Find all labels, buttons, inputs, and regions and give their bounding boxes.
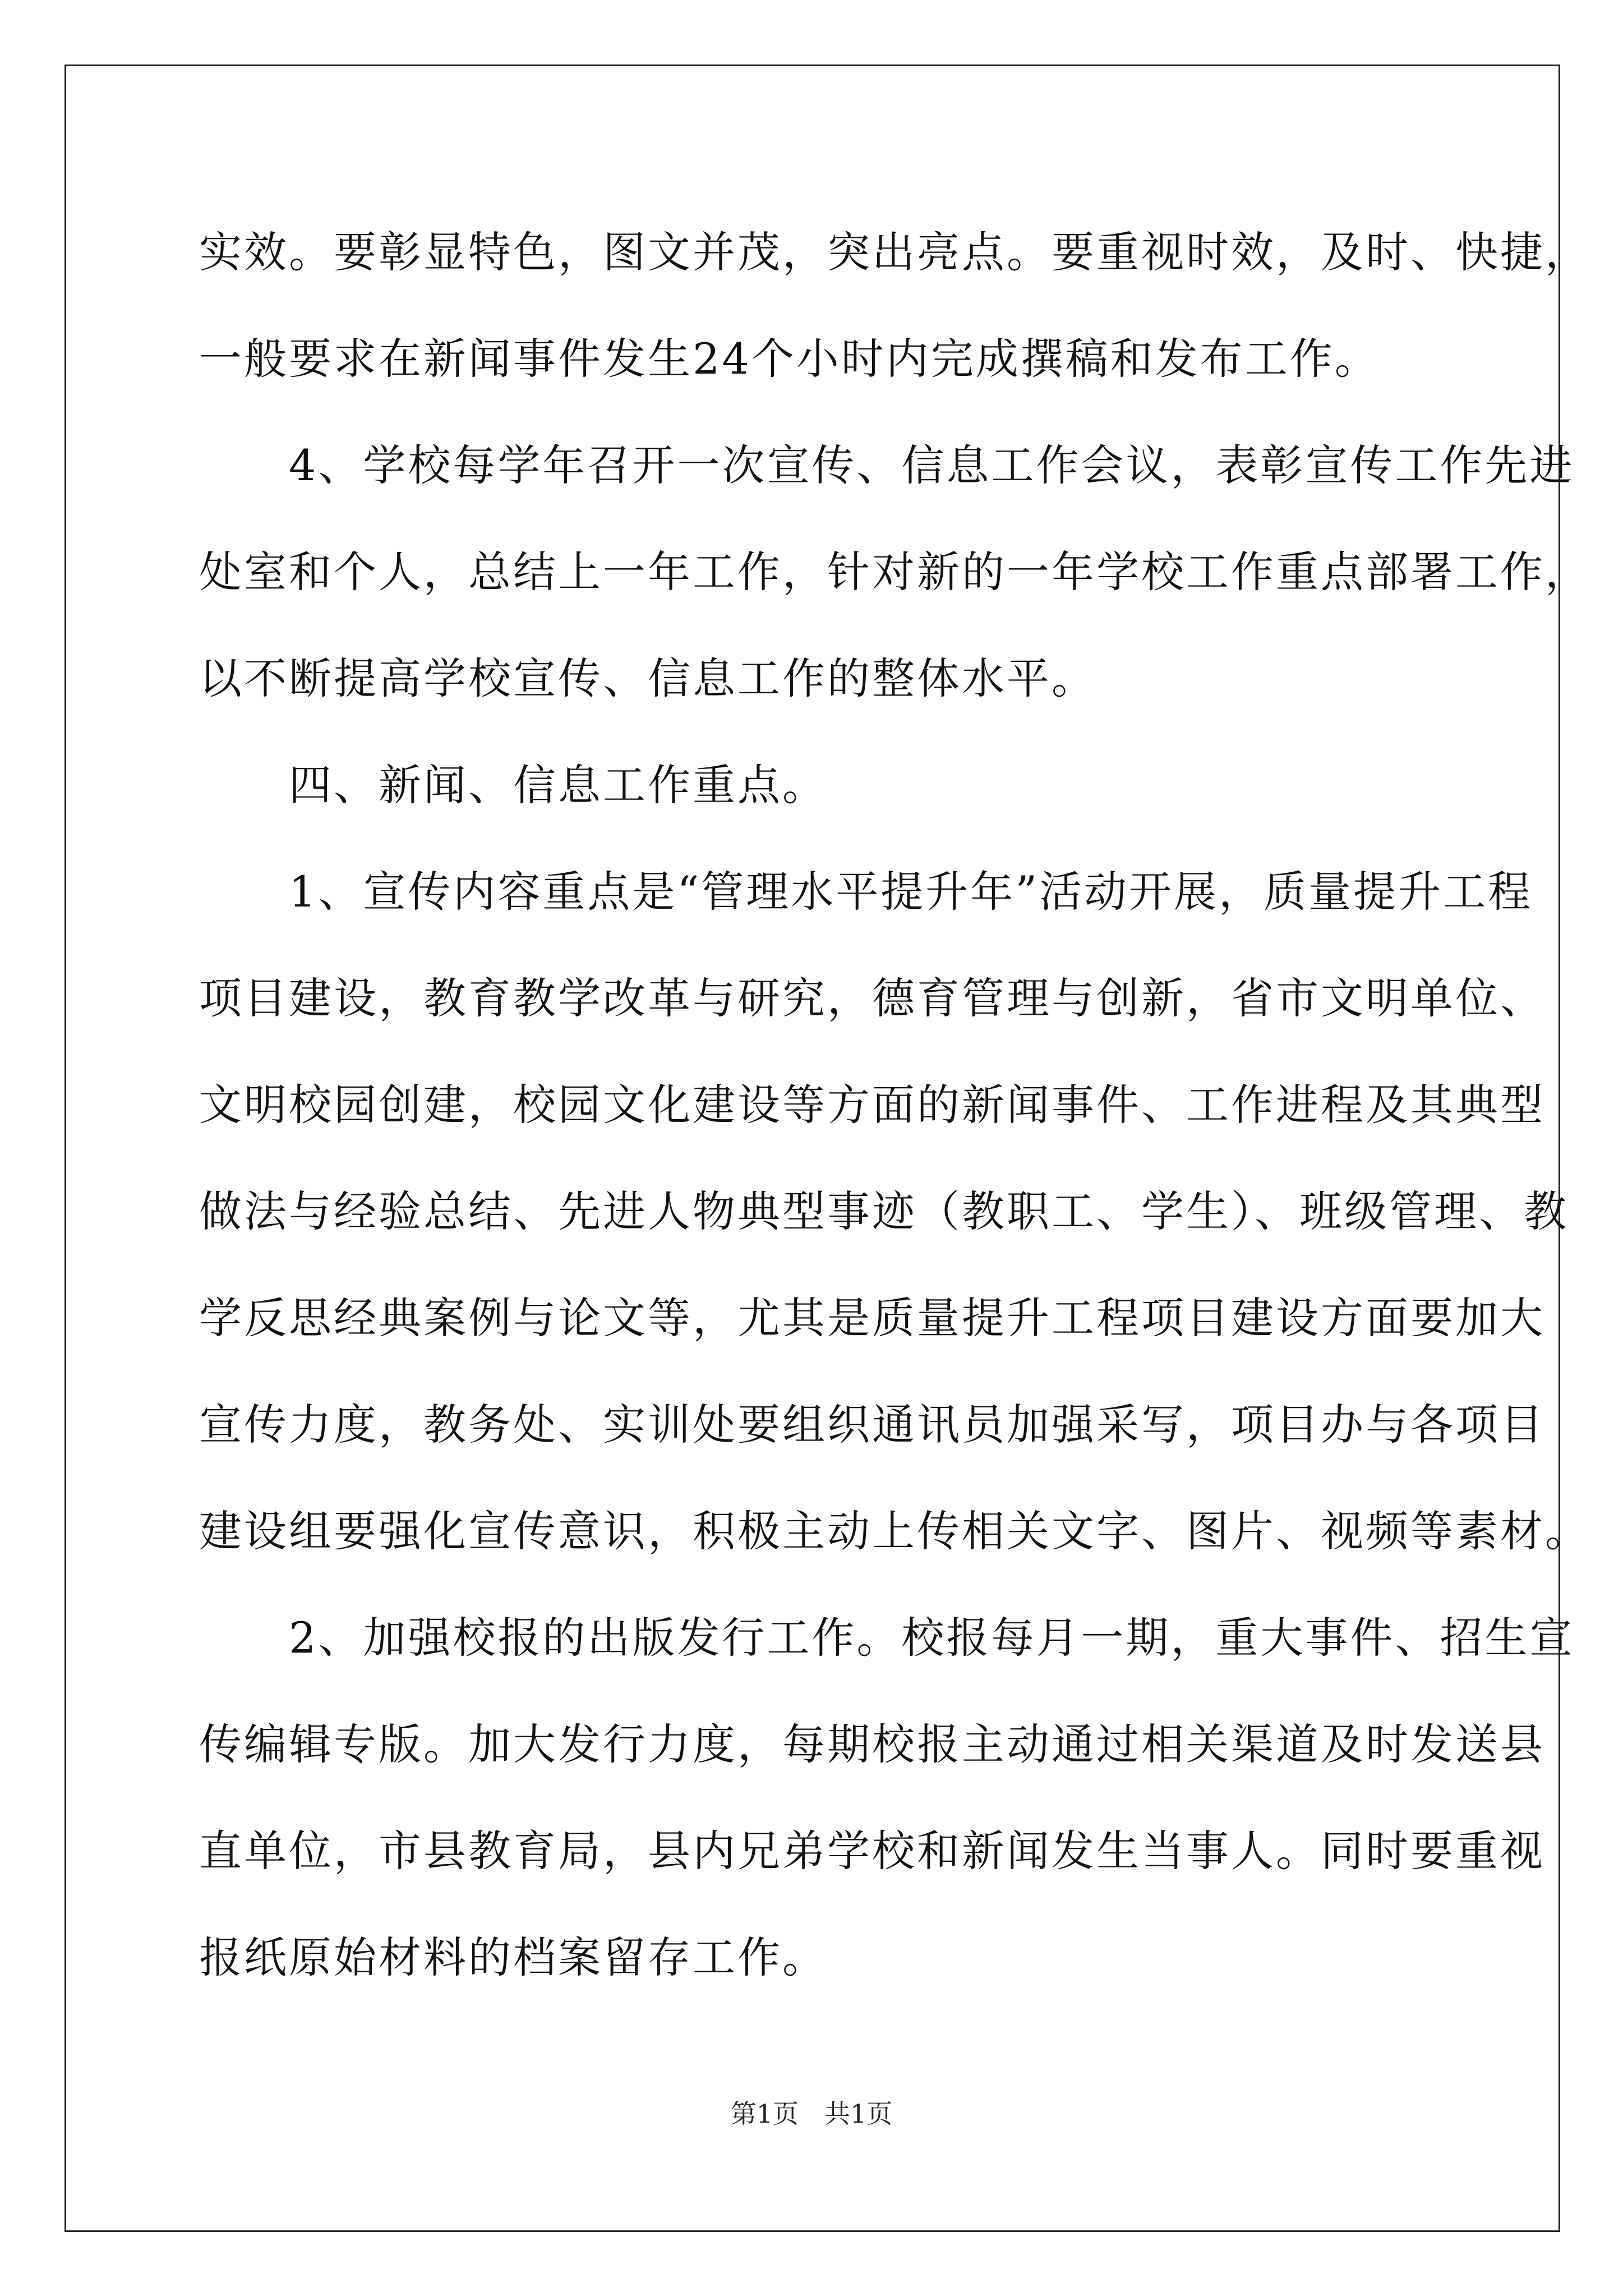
text-line: 文明校园创建，校园文化建设等方面的新闻事件、工作进程及其典型 [199, 1080, 1545, 1130]
page-number: 第1页 共1页 [730, 2099, 893, 2129]
text-line: 以不断提高学校宣传、信息工作的整体水平。 [199, 654, 1096, 703]
text-line: 实效。要彰显特色，图文并茂，突出亮点。要重视时效，及时、快捷， [199, 227, 1590, 277]
text-line: 2、加强校报的出版发行工作。校报每月一期，重大事件、招生宣 [199, 1613, 1575, 1663]
text-line: 宣传力度，教务处、实训处要组织通讯员加强采写，项目办与各项目 [199, 1400, 1545, 1450]
text-line: 传编辑专版。加大发行力度，每期校报主动通过相关渠道及时发送县 [199, 1719, 1545, 1769]
text-line: 报纸原始材料的档案留存工作。 [199, 1932, 827, 1982]
text-line: 1、宣传内容重点是“管理水平提升年”活动开展，质量提升工程 [199, 867, 1533, 917]
text-line: 直单位，市县教育局，县内兄弟学校和新闻发生当事人。同时要重视 [199, 1826, 1545, 1876]
text-line: 处室和个人，总结上一年工作，针对新的一年学校工作重点部署工作， [199, 547, 1590, 597]
document-body [199, 222, 1590, 2033]
text-line: 做法与经验总结、先进人物典型事迹（教职工、学生）、班级管理、教 [199, 1186, 1569, 1236]
text-line: 4、学校每学年召开一次宣传、信息工作会议，表彰宣传工作先进 [199, 440, 1575, 490]
page-footer [0, 2097, 1623, 2131]
text-line: 建设组要强化宣传意识，积极主动上传相关文字、图片、视频等素材。 [199, 1506, 1590, 1556]
text-line: 项目建设，教育教学改革与研究，德育管理与创新，省市文明单位、 [199, 973, 1545, 1023]
text-line: 一般要求在新闻事件发生24个小时内完成撰稿和发布工作。 [199, 334, 1380, 384]
text-line: 学反思经典案例与论文等，尤其是质量提升工程项目建设方面要加大 [199, 1293, 1545, 1343]
section-heading: 四、新闻、信息工作重点。 [199, 760, 827, 810]
